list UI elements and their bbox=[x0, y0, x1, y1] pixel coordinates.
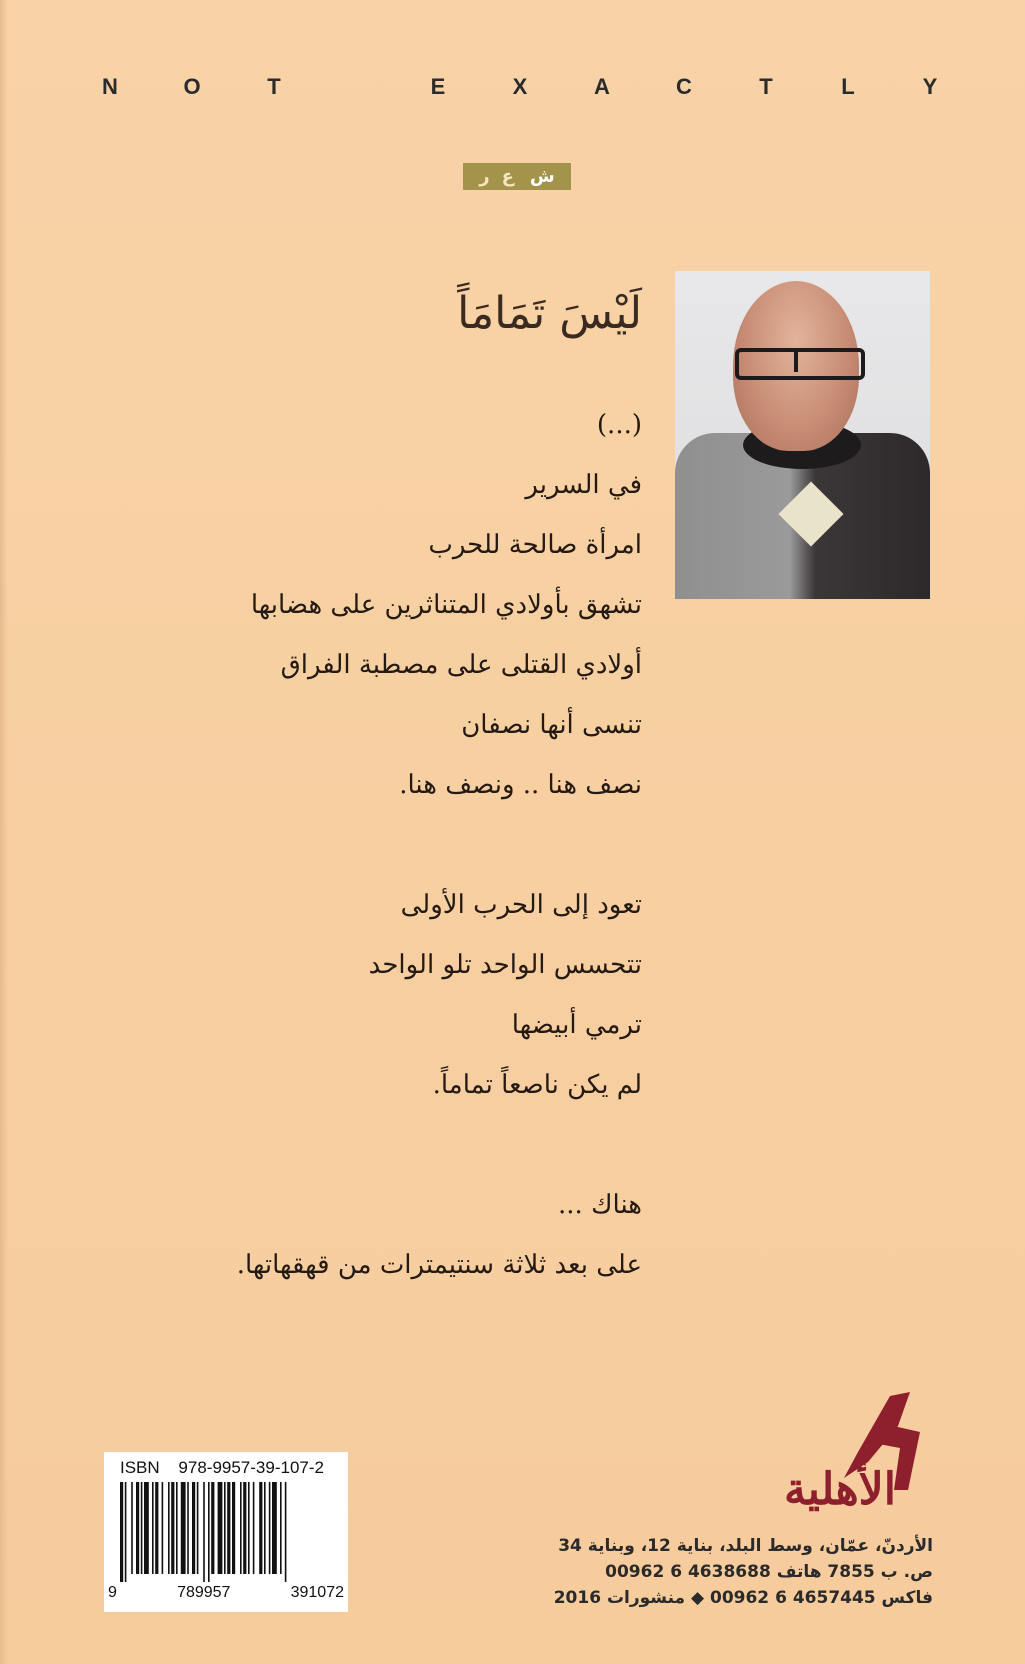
series-title bbox=[100, 74, 940, 100]
barcode-bar bbox=[125, 1482, 127, 1582]
series-letter: E bbox=[430, 74, 446, 99]
barcode-bar bbox=[259, 1482, 262, 1574]
address-line: فاكس 4657445 6 00962 ◆ منشورات 2016 bbox=[553, 1588, 933, 1608]
poem-line: أولادي القتلى على مصطبة الفراق bbox=[280, 650, 642, 680]
publisher-logo bbox=[748, 1392, 928, 1514]
series-letter: C bbox=[676, 74, 692, 99]
barcode-digits bbox=[108, 1584, 344, 1602]
barcode-bar bbox=[253, 1482, 255, 1574]
poem-line: تنسى أنها نصفان bbox=[461, 710, 642, 740]
series-letter bbox=[346, 74, 366, 100]
series-letter: N bbox=[102, 74, 118, 99]
poem-line: امرأة صالحة للحرب bbox=[428, 530, 642, 560]
poem-excerpt bbox=[82, 395, 642, 1295]
genre-letter: ر bbox=[479, 166, 490, 187]
barcode-bar bbox=[136, 1482, 139, 1574]
address-line: الأردنّ، عمّان، وسط البلد، بناية 12، وبناية 34 bbox=[558, 1536, 933, 1556]
barcode-digit-group: 789957 bbox=[177, 1584, 231, 1601]
spine-edge bbox=[0, 0, 8, 1664]
barcode-bar bbox=[152, 1482, 154, 1574]
barcode-bar bbox=[197, 1482, 199, 1574]
barcode-bar bbox=[162, 1482, 164, 1574]
poem-line: على بعد ثلاثة سنتيمترات من قهقهاتها. bbox=[236, 1250, 642, 1280]
book-title: لَيْسَ تَمَامَاً bbox=[457, 288, 642, 339]
genre-badge bbox=[463, 163, 571, 190]
barcode-bar bbox=[171, 1482, 174, 1574]
series-letter: L bbox=[841, 74, 855, 99]
barcode-bar bbox=[187, 1482, 189, 1574]
series-letter: A bbox=[594, 74, 610, 99]
stanza-break bbox=[82, 1115, 642, 1175]
barcode-bar bbox=[192, 1482, 195, 1574]
barcode-bar bbox=[264, 1482, 266, 1574]
barcode-digit-group: 9 bbox=[108, 1584, 117, 1601]
poem-line: تتحسس الواحد تلو الواحد bbox=[368, 950, 642, 980]
series-letter: O bbox=[183, 74, 201, 99]
barcode-bar bbox=[155, 1482, 158, 1574]
isbn-barcode bbox=[104, 1452, 348, 1612]
barcode-bar bbox=[285, 1482, 287, 1582]
barcode-bars bbox=[120, 1482, 332, 1582]
poem-line: ترمي أبيضها bbox=[511, 1010, 642, 1040]
address-line: ص. ب 7855 هاتف 4638688 6 00962 bbox=[605, 1562, 933, 1582]
barcode-bar bbox=[224, 1482, 226, 1574]
barcode-bar bbox=[144, 1482, 149, 1574]
barcode-bar bbox=[243, 1482, 246, 1574]
poem-line: تشهق بأولادي المتناثرين على هضابها bbox=[250, 590, 642, 620]
series-letter: X bbox=[512, 74, 528, 99]
barcode-bar bbox=[141, 1482, 143, 1574]
poem-line: هناك ... bbox=[558, 1190, 642, 1220]
barcode-bar bbox=[232, 1482, 235, 1574]
barcode-bar bbox=[120, 1482, 123, 1582]
photo-glasses bbox=[735, 348, 865, 380]
publisher-address bbox=[533, 1533, 933, 1611]
genre-letter: ش bbox=[529, 166, 555, 187]
series-letter: T bbox=[759, 74, 773, 99]
barcode-bar bbox=[240, 1482, 242, 1574]
isbn-label bbox=[120, 1458, 324, 1478]
logo-wordmark: الأهلية bbox=[784, 1464, 896, 1514]
barcode-bar bbox=[272, 1482, 277, 1574]
isbn-number: 978-9957-39-107-2 bbox=[178, 1458, 324, 1477]
barcode-bar bbox=[269, 1482, 271, 1574]
barcode-bar bbox=[218, 1482, 223, 1574]
poem-line: لم يكن ناصعاً تماماً. bbox=[432, 1070, 642, 1100]
barcode-bar bbox=[203, 1482, 205, 1582]
barcode-bar bbox=[227, 1482, 230, 1574]
barcode-bar bbox=[168, 1482, 170, 1574]
barcode-bar bbox=[211, 1482, 214, 1574]
poem-line: في السرير bbox=[525, 470, 642, 500]
barcode-digit-group: 391072 bbox=[290, 1584, 344, 1601]
author-photo bbox=[675, 271, 930, 599]
poem-line: (...) bbox=[596, 410, 642, 440]
barcode-bar bbox=[181, 1482, 186, 1574]
barcode-bar bbox=[208, 1482, 210, 1582]
stanza-break bbox=[82, 815, 642, 875]
barcode-bar bbox=[131, 1482, 133, 1574]
series-letter: Y bbox=[922, 74, 938, 99]
barcode-bar bbox=[248, 1482, 250, 1574]
poem-line: نصف هنا .. ونصف هنا. bbox=[399, 770, 642, 800]
poem-line: تعود إلى الحرب الأولى bbox=[400, 890, 642, 920]
genre-letter: ع bbox=[501, 166, 514, 187]
isbn-key: ISBN bbox=[120, 1458, 160, 1477]
series-letter: T bbox=[267, 74, 281, 99]
barcode-bar bbox=[280, 1482, 282, 1574]
barcode-bar bbox=[176, 1482, 178, 1574]
